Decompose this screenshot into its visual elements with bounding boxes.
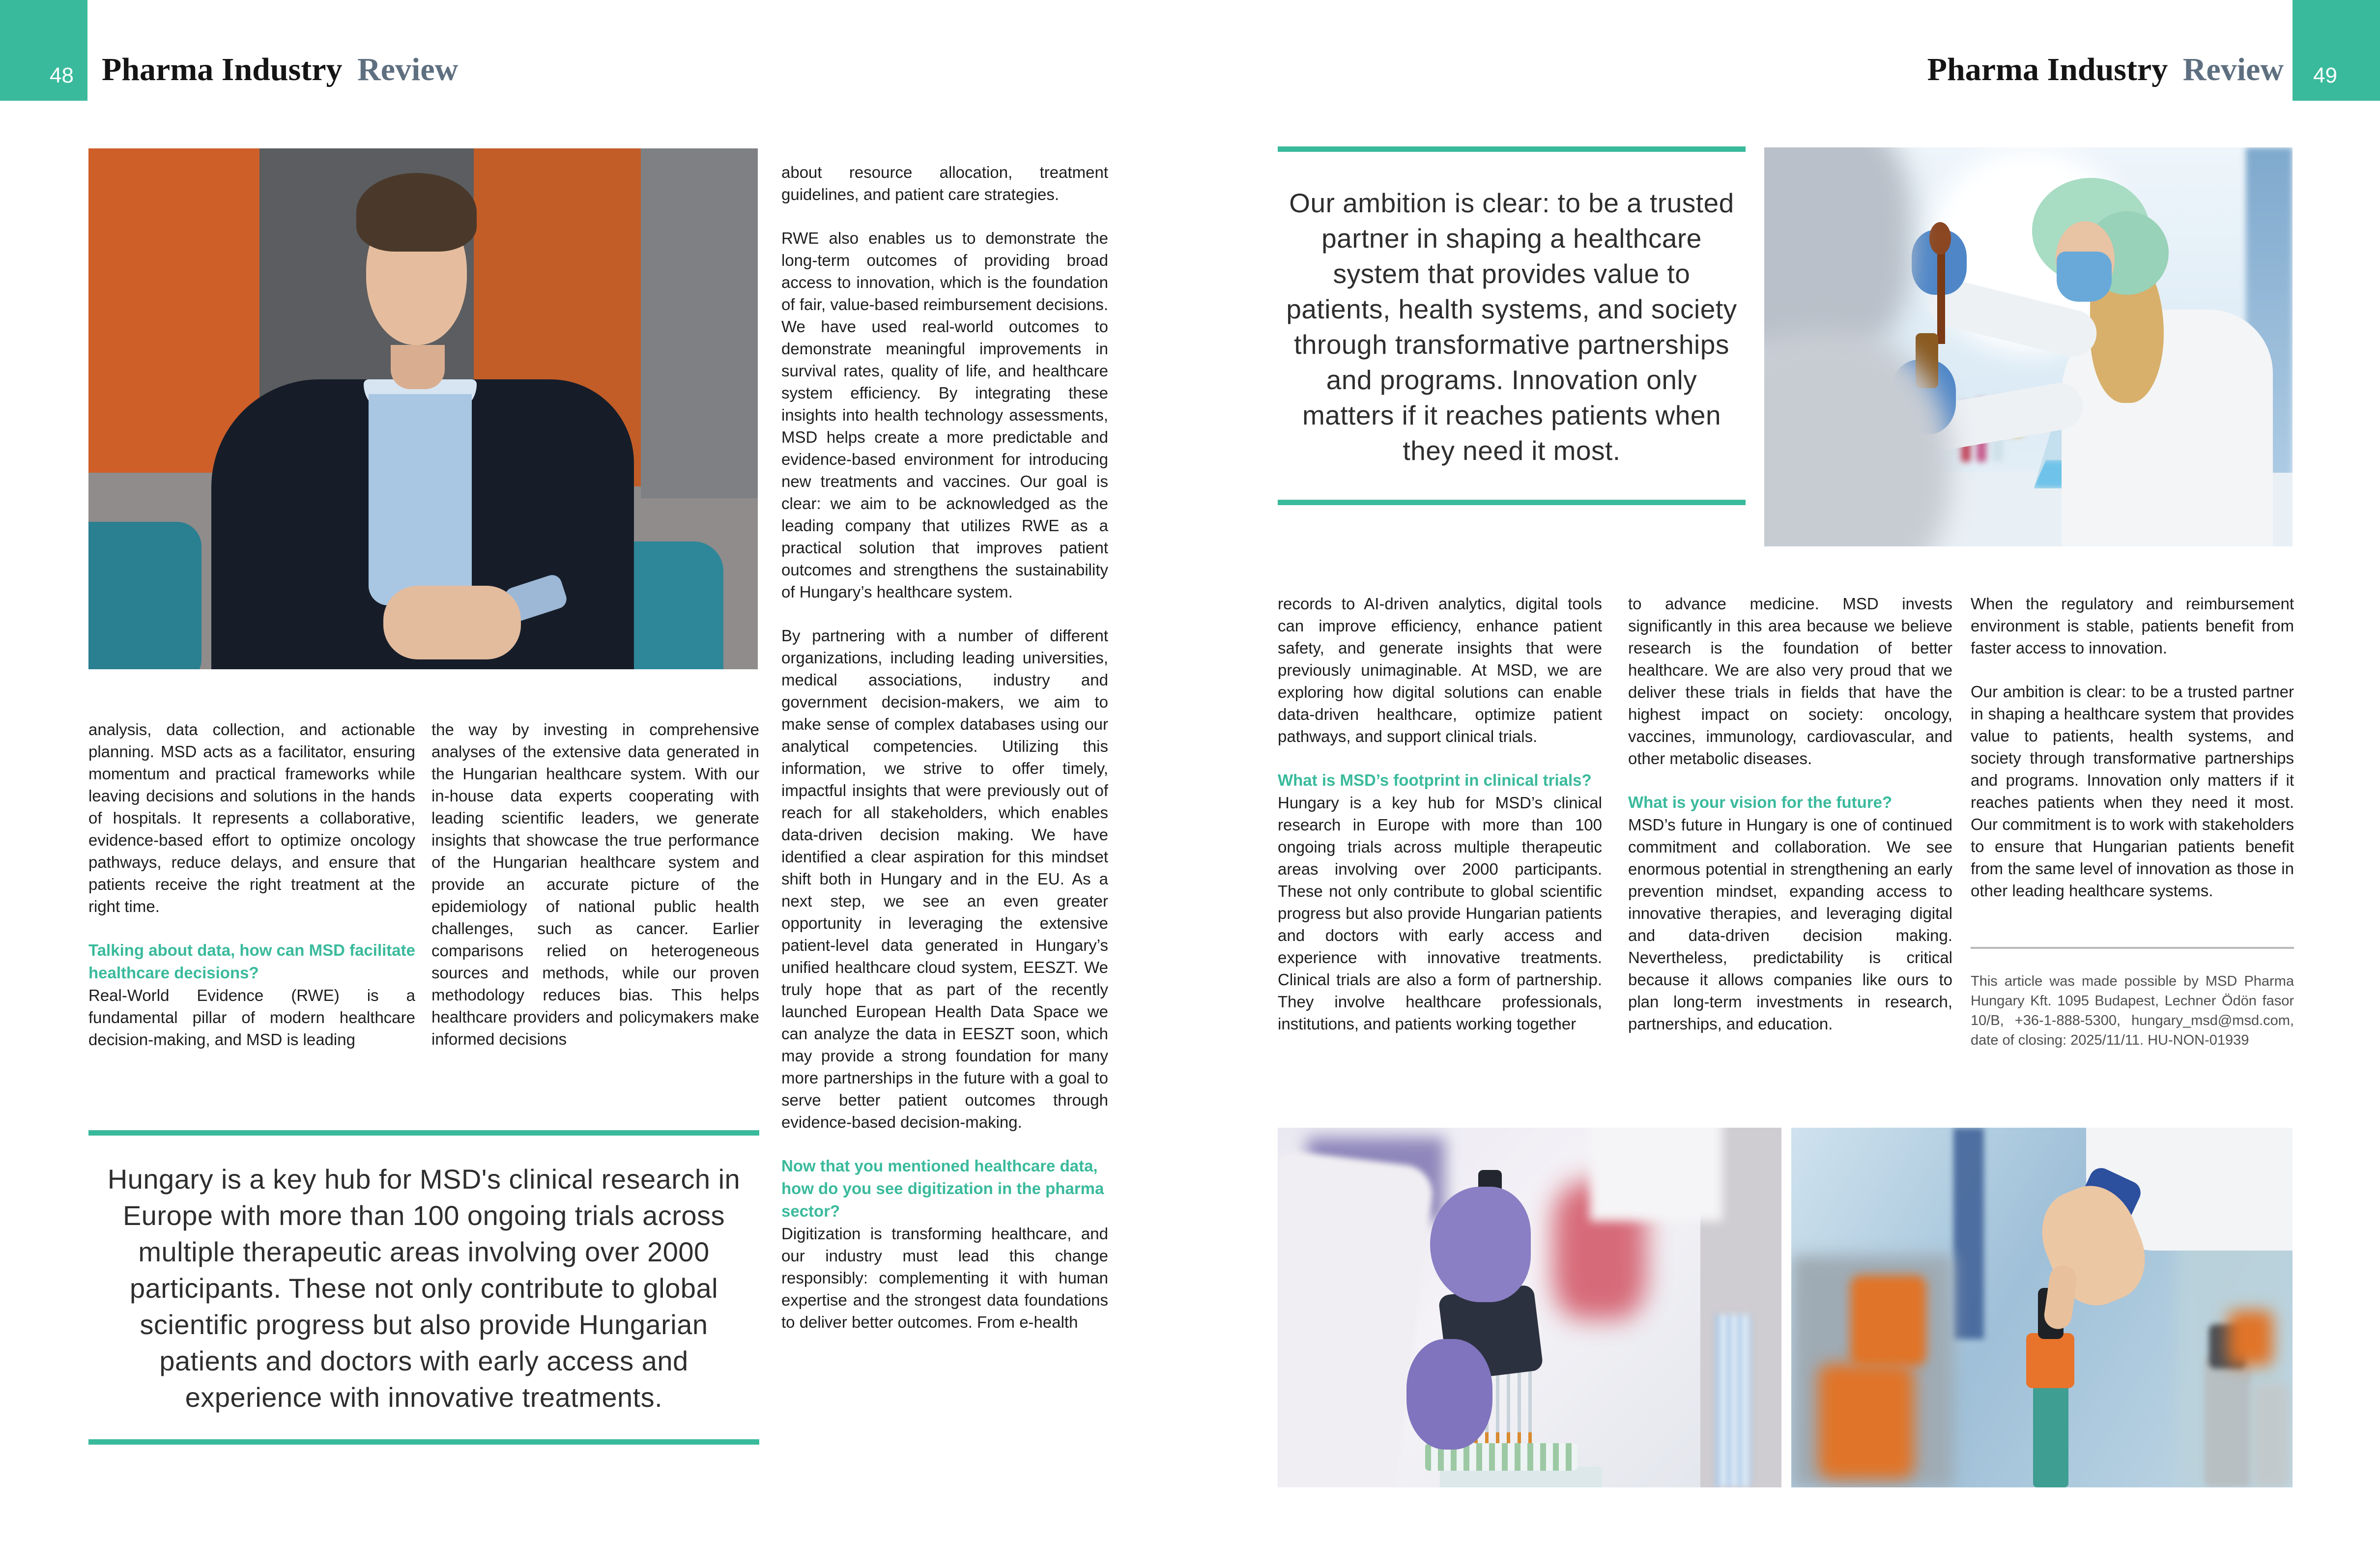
teal-couch-left: [88, 522, 201, 669]
magazine-title-black: Pharma Industry: [1927, 52, 2168, 87]
lab-coat-sleeve: [1278, 1148, 1435, 1487]
interview-question: Now that you mentioned healthcare data, how do you see digitization in the pharma sector?: [781, 1157, 1104, 1220]
body-paragraph: Hungary is a key hub for MSD’s clinical research in Europe with more than 100 ongoing trials across multiple therapeutic areas involving over 2000 participants. These not only contribute to global scientific progress but also provide Hungarian patients and doctors with early access and experience with innovative treatments. Clinical trials are also a form of partnership. They involve healthcare professionals, institutions, and patients working together: [1278, 794, 1602, 1033]
right-page-column-3: [1971, 593, 2294, 1050]
blurred-orange-cap: [1818, 1364, 1914, 1479]
magazine-title-left: [102, 51, 458, 88]
page-number-left: 48: [50, 63, 74, 87]
interview-question: What is your vision for the future?: [1628, 793, 1893, 811]
blurred-orange-cap: [2228, 1311, 2273, 1366]
left-page-column-2: [431, 718, 759, 1050]
article-disclaimer: This article was made possible by MSD Pharma Hungary Kft. 1095 Budapest, Lechner Ödön fasor 10/B, +36-1-888-5300, hungary_msd@msd.com, date of closing: 2025/11/11. HU-NON-01939: [1971, 973, 2294, 1048]
orange-vial-cap: [2026, 1333, 2074, 1388]
gray-vial: [2253, 1383, 2289, 1487]
body-paragraph: records to AI-driven analytics, digital tools can improve efficiency, enhance patient safety, and generate insights that were previously unimaginable. At MSD, we are exploring how digital solutions can enable data-driven healthcare, optimize patient pathways, and support clinical trials.: [1278, 595, 1602, 745]
page-number-right: 49: [2313, 63, 2337, 87]
body-paragraph: RWE also enables us to demonstrate the long-term outcomes of providing broad access to innovation, which is the foundation of fair, value-based reimbursement decisions. We have used real-world outcomes to demonstrate meaningful improvements in survival rates, quality of life, and healthcare system efficiency. By integrating these insights into health technology assessments, MSD helps create a more predictable and evidence-based environment for introducing new treatments and vaccines. Our goal is clear: we aim to be acknowledged as the leading company that utilizes RWE as a practical solution that improves patient outcomes and strengthens the sustainability of Hungary’s healthcare system.: [781, 229, 1108, 601]
body-paragraph: about resource allocation, treatment guidelines, and patient care strategies.: [781, 163, 1108, 203]
right-page-column-2: [1628, 593, 1952, 1035]
magazine-title-accent: Review: [357, 52, 459, 87]
body-paragraph: When the regulatory and reimbursement environment is stable, patients benefit from faster access to innovation.: [1971, 595, 2294, 657]
body-paragraph: MSD’s future in Hungary is one of continued commitment and collaboration. We see enormous potential in strengthening an early prevention mindset, expanding access to innovative therapies, and leveraging digital and data-driven decision making. Nevertheless, predictability is critical because it allows companies like ours to plan long-term investments in research, partnerships, and education.: [1628, 816, 1952, 1033]
body-paragraph: Our ambition is clear: to be a trusted partner in shaping a healthcare system that provides value to patients, health systems, and society through transformative partnerships and programs. Innovation only matters if it reaches patients when they need it most. Our commitment is to work with stakeholders to ensure that Hungarian patients benefit from the same level of innovation as those in other leading healthcare systems.: [1971, 683, 2294, 900]
blurred-orange-cap: [1850, 1275, 1926, 1366]
magazine-title-black: Pharma Industry: [102, 52, 343, 87]
acoustic-panel-gray-2: [641, 148, 758, 498]
body-paragraph: Digitization is transforming healthcare, and our industry must lead this change responsibly: complementing it with human expertise and the strongest data foundations to deliver better outcomes. From e-health: [781, 1225, 1108, 1331]
dropper-pipette: [1937, 251, 1945, 344]
interview-question: What is MSD’s footprint in clinical trials?: [1278, 771, 1592, 789]
man-hair: [356, 173, 477, 252]
page-number-block-left: [0, 0, 87, 101]
vials-photo: [1791, 1128, 2293, 1487]
blue-striped-rack: [1716, 1314, 1751, 1487]
magazine-title-right: [1927, 51, 2284, 88]
gray-vial: [2204, 1355, 2251, 1487]
purple-glove-upper: [1430, 1187, 1531, 1302]
teal-vial-body: [2033, 1383, 2068, 1487]
body-paragraph: to advance medicine. MSD invests significantly in this area because we believe research is the foundation of better healthcare. We are also very proud that we deliver these trials in fields that have the highest impact on society: oncology, vaccines, immunology, cardiovascular, and other metabolic diseases.: [1628, 595, 1952, 768]
interview-photo: [88, 148, 758, 669]
pull-quote-text: Our ambition is clear: to be a trusted partner in shaping a healthcare system that provides value to patients, health systems, and society through transformative partnerships and programs. Innovation only matters if it reaches patients when they need it most.: [1286, 188, 1737, 466]
right-page-column-1: [1278, 593, 1602, 1035]
man-clasped-hands: [383, 586, 521, 659]
interview-question: Talking about data, how can MSD facilitate healthcare decisions?: [88, 941, 415, 982]
pull-quote-left: [88, 1130, 759, 1445]
purple-glove-lower: [1406, 1339, 1492, 1450]
magazine-title-accent: Review: [2182, 52, 2284, 87]
disclaimer-divider: [1971, 947, 2294, 949]
pull-quote-text: Hungary is a key hub for MSD's clinical research in Europe with more than 100 ongoing trials across multiple therapeutic areas involving over 2000 participants. These not only contribute to global scientific progress but also provide Hungarian patients and doctors with early access and experience with innovative treatments.: [107, 1164, 741, 1413]
page-number-block-right: [2293, 0, 2380, 101]
body-paragraph: Real-World Evidence (RWE) is a fundamental pillar of modern healthcare decision-making, and MSD is leading: [88, 986, 415, 1049]
left-page-column-3: [781, 161, 1108, 1333]
scientist-face-mask: [2057, 252, 2112, 302]
body-paragraph: analysis, data collection, and actionable planning. MSD acts as a facilitator, ensuring momentum and practical frameworks while leaving decisions and solutions in the hands of hospitals. It represents a collaborative, evidence-based effort to optimize oncology pathways, reduce delays, and ensure that patients receive the right treatment at the right time.: [88, 720, 415, 915]
pipette-photo: [1278, 1128, 1781, 1487]
blue-machine-bar: [1953, 1128, 1984, 1339]
man-shirt: [369, 394, 472, 605]
body-paragraph: the way by investing in comprehensive analyses of the extensive data generated in the Hungarian healthcare system. With our in-house data experts cooperating with leading scientific leaders, we generate insights that showcase the true performance of the Hungarian healthcare system and provide an accurate picture of the epidemiology of national public health challenges, such as cancer. Earlier comparisons relied on heterogeneous sources and methods, while our proven methodology reduces bias. This helps healthcare providers and policymakers make informed decisions: [431, 720, 759, 1048]
white-machine: [1590, 1128, 1722, 1221]
lab-scientist-photo: [1764, 147, 2293, 546]
left-page-column-1: [88, 718, 415, 1051]
reaching-finger: [2042, 1264, 2079, 1331]
man-neck: [391, 345, 445, 389]
dropper-bulb: [1929, 222, 1951, 255]
body-paragraph: By partnering with a number of different organizations, including leading universities, medical associations, industry and government decision-makers, we aim to make sense of complex databases using our analytical competencies. Utilizing this information, we strive to offer timely, impactful insights that were previously out of reach for all stakeholders, which enables data-driven decision making. We have identified a clear aspiration for this mindset shift both in Hungary and in the EU. As a next step, we see an even greater opportunity in leveraging the extensive patient-level data generated in Hungary’s unified healthcare cloud system, EESZT. We truly hope that as part of the recently launched European Health Data Space we can analyze the data in EESZT soon, which may provide a strong foundation for many more partnerships in the future with a goal to serve better patient outcomes through evidence-based decision-making.: [781, 627, 1108, 1131]
pull-quote-right: [1278, 146, 1746, 505]
